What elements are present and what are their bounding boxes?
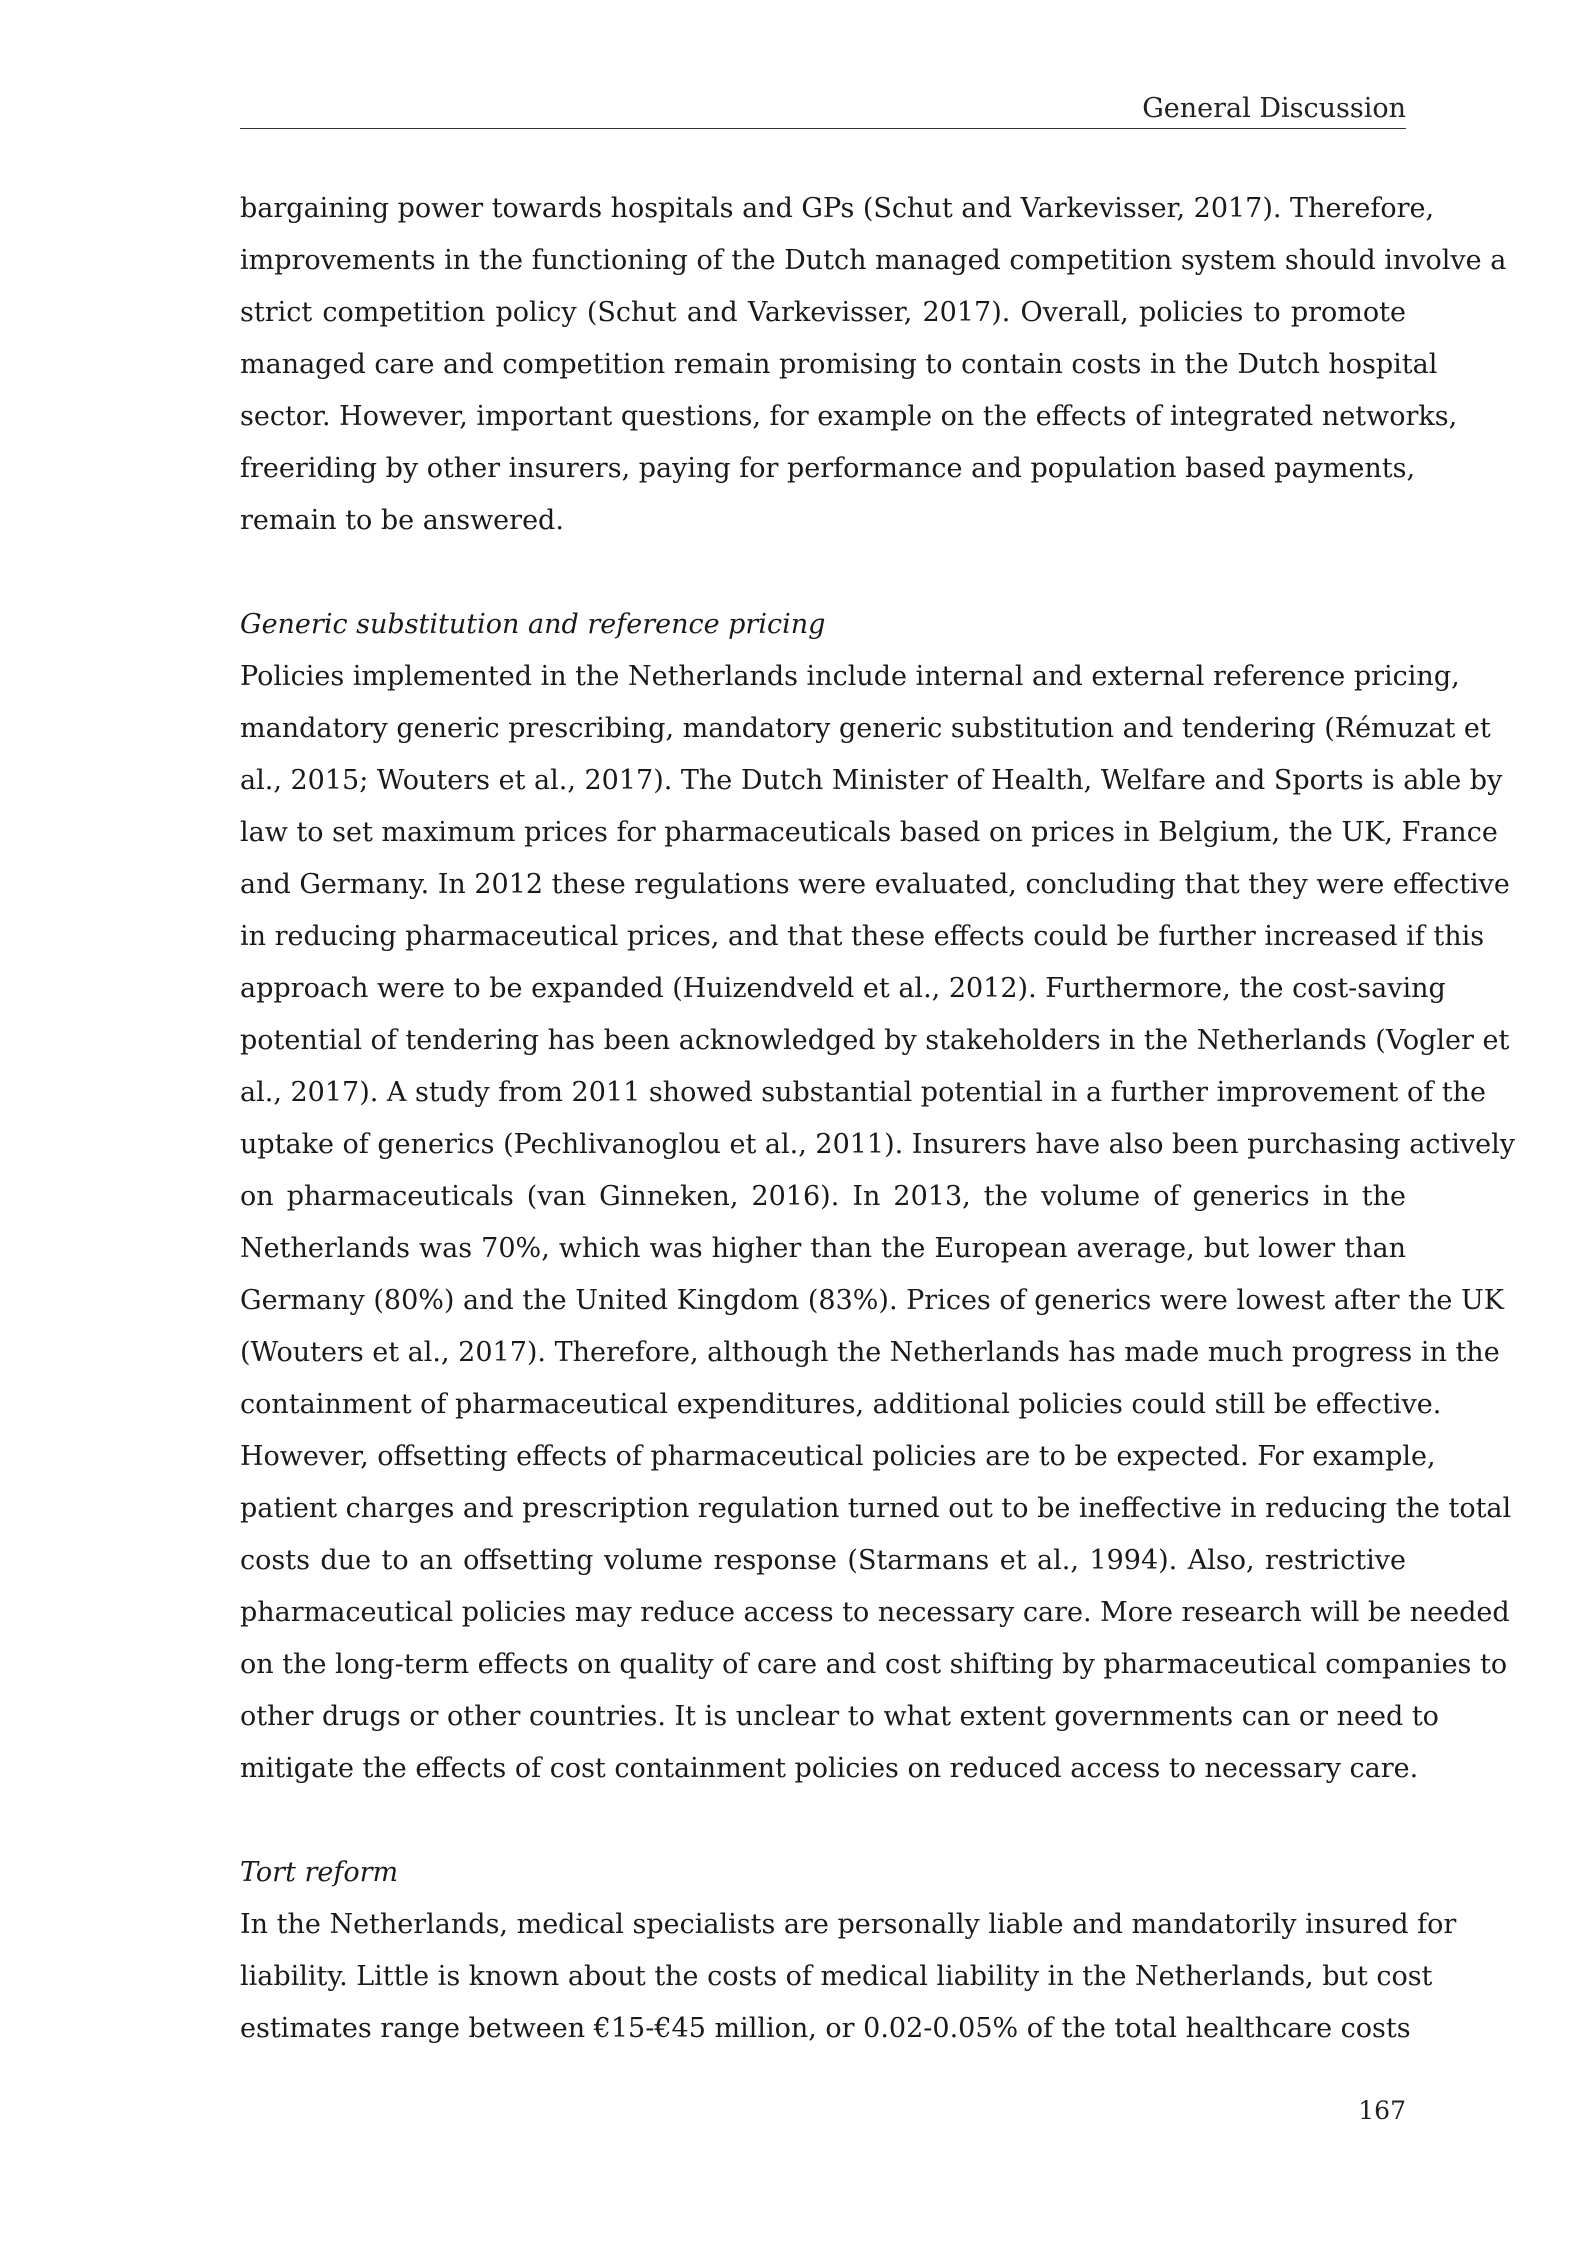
section-heading-generic-substitution: Generic substitution and reference pricing (240, 609, 826, 640)
text-line: Netherlands was 70%, which was higher than the European average, but lower than (240, 1233, 1406, 1264)
body-text (240, 183, 1516, 2055)
text-line: freeriding by other insurers, paying for performance and population based payments, (240, 453, 1416, 484)
text-line: costs due to an offsetting volume response (Starmans et al., 1994). Also, restrictive (240, 1545, 1406, 1576)
text-line: mitigate the effects of cost containment policies on reduced access to necessary care. (240, 1753, 1419, 1784)
text-line: Policies implemented in the Netherlands include internal and external reference pricing, (240, 661, 1460, 692)
text-line: potential of tendering has been acknowledged by stakeholders in the Netherlands (Vogler et (240, 1025, 1510, 1056)
paragraph-gap (240, 1795, 1406, 1847)
text-line: However, offsetting effects of pharmaceutical policies are to be expected. For example, (240, 1441, 1436, 1472)
text-line: uptake of generics (Pechlivanoglou et al., 2011). Insurers have also been purchasing actively (240, 1129, 1516, 1160)
text-line: and Germany. In 2012 these regulations were evaluated, concluding that they were effective (240, 869, 1510, 900)
text-line: patient charges and prescription regulation turned out to be ineffective in reducing the total (240, 1493, 1512, 1524)
text-line: In the Netherlands, medical specialists are personally liable and mandatorily insured for (240, 1909, 1457, 1940)
text-line: sector. However, important questions, for example on the effects of integrated networks, (240, 401, 1458, 432)
text-line: containment of pharmaceutical expenditures, additional policies could still be effective. (240, 1389, 1442, 1420)
text-line: improvements in the functioning of the Dutch managed competition system should involve a (240, 245, 1507, 276)
paragraph-gap (240, 547, 1406, 599)
running-header (240, 90, 1406, 129)
paragraph-generic-substitution (240, 651, 1516, 1795)
text-line: in reducing pharmaceutical prices, and that these effects could be further increased if this (240, 921, 1485, 952)
text-line: (Wouters et al., 2017). Therefore, although the Netherlands has made much progress in the (240, 1337, 1500, 1368)
text-line: estimates range between €15-€45 million, or 0.02-0.05% of the total healthcare costs (240, 2013, 1411, 2044)
text-line: law to set maximum prices for pharmaceuticals based on prices in Belgium, the UK, France (240, 817, 1498, 848)
text-line: pharmaceutical policies may reduce access to necessary care. More research will be needed (240, 1597, 1510, 1628)
text-line: remain to be answered. (240, 505, 564, 536)
page-number: 167 (1358, 2096, 1406, 2125)
running-title: General Discussion (1142, 93, 1406, 124)
section-heading-tort-reform: Tort reform (240, 1857, 399, 1888)
text-line: managed care and competition remain promising to contain costs in the Dutch hospital (240, 349, 1438, 380)
text-line: mandatory generic prescribing, mandatory generic substitution and tendering (Rémuzat et (240, 713, 1491, 744)
paragraph-managed-competition (240, 183, 1507, 547)
text-line: approach were to be expanded (Huizendveld et al., 2012). Furthermore, the cost-saving (240, 973, 1446, 1004)
text-line: strict competition policy (Schut and Varkevisser, 2017). Overall, policies to promote (240, 297, 1406, 328)
text-line: al., 2015; Wouters et al., 2017). The Dutch Minister of Health, Welfare and Sports is able by (240, 765, 1503, 796)
text-line: on the long-term effects on quality of care and cost shifting by pharmaceutical companies to (240, 1649, 1508, 1680)
text-line: al., 2017). A study from 2011 showed substantial potential in a further improvement of the (240, 1077, 1487, 1108)
text-line: other drugs or other countries. It is unclear to what extent governments can or need to (240, 1701, 1439, 1732)
text-line: bargaining power towards hospitals and GPs (Schut and Varkevisser, 2017). Therefore, (240, 193, 1435, 224)
paragraph-tort-reform (240, 1899, 1457, 2055)
text-line: Germany (80%) and the United Kingdom (83%). Prices of generics were lowest after the UK (240, 1285, 1504, 1316)
text-line: on pharmaceuticals (van Ginneken, 2016). In 2013, the volume of generics in the (240, 1181, 1406, 1212)
text-line: liability. Little is known about the costs of medical liability in the Netherlands, but cost (240, 1961, 1433, 1992)
